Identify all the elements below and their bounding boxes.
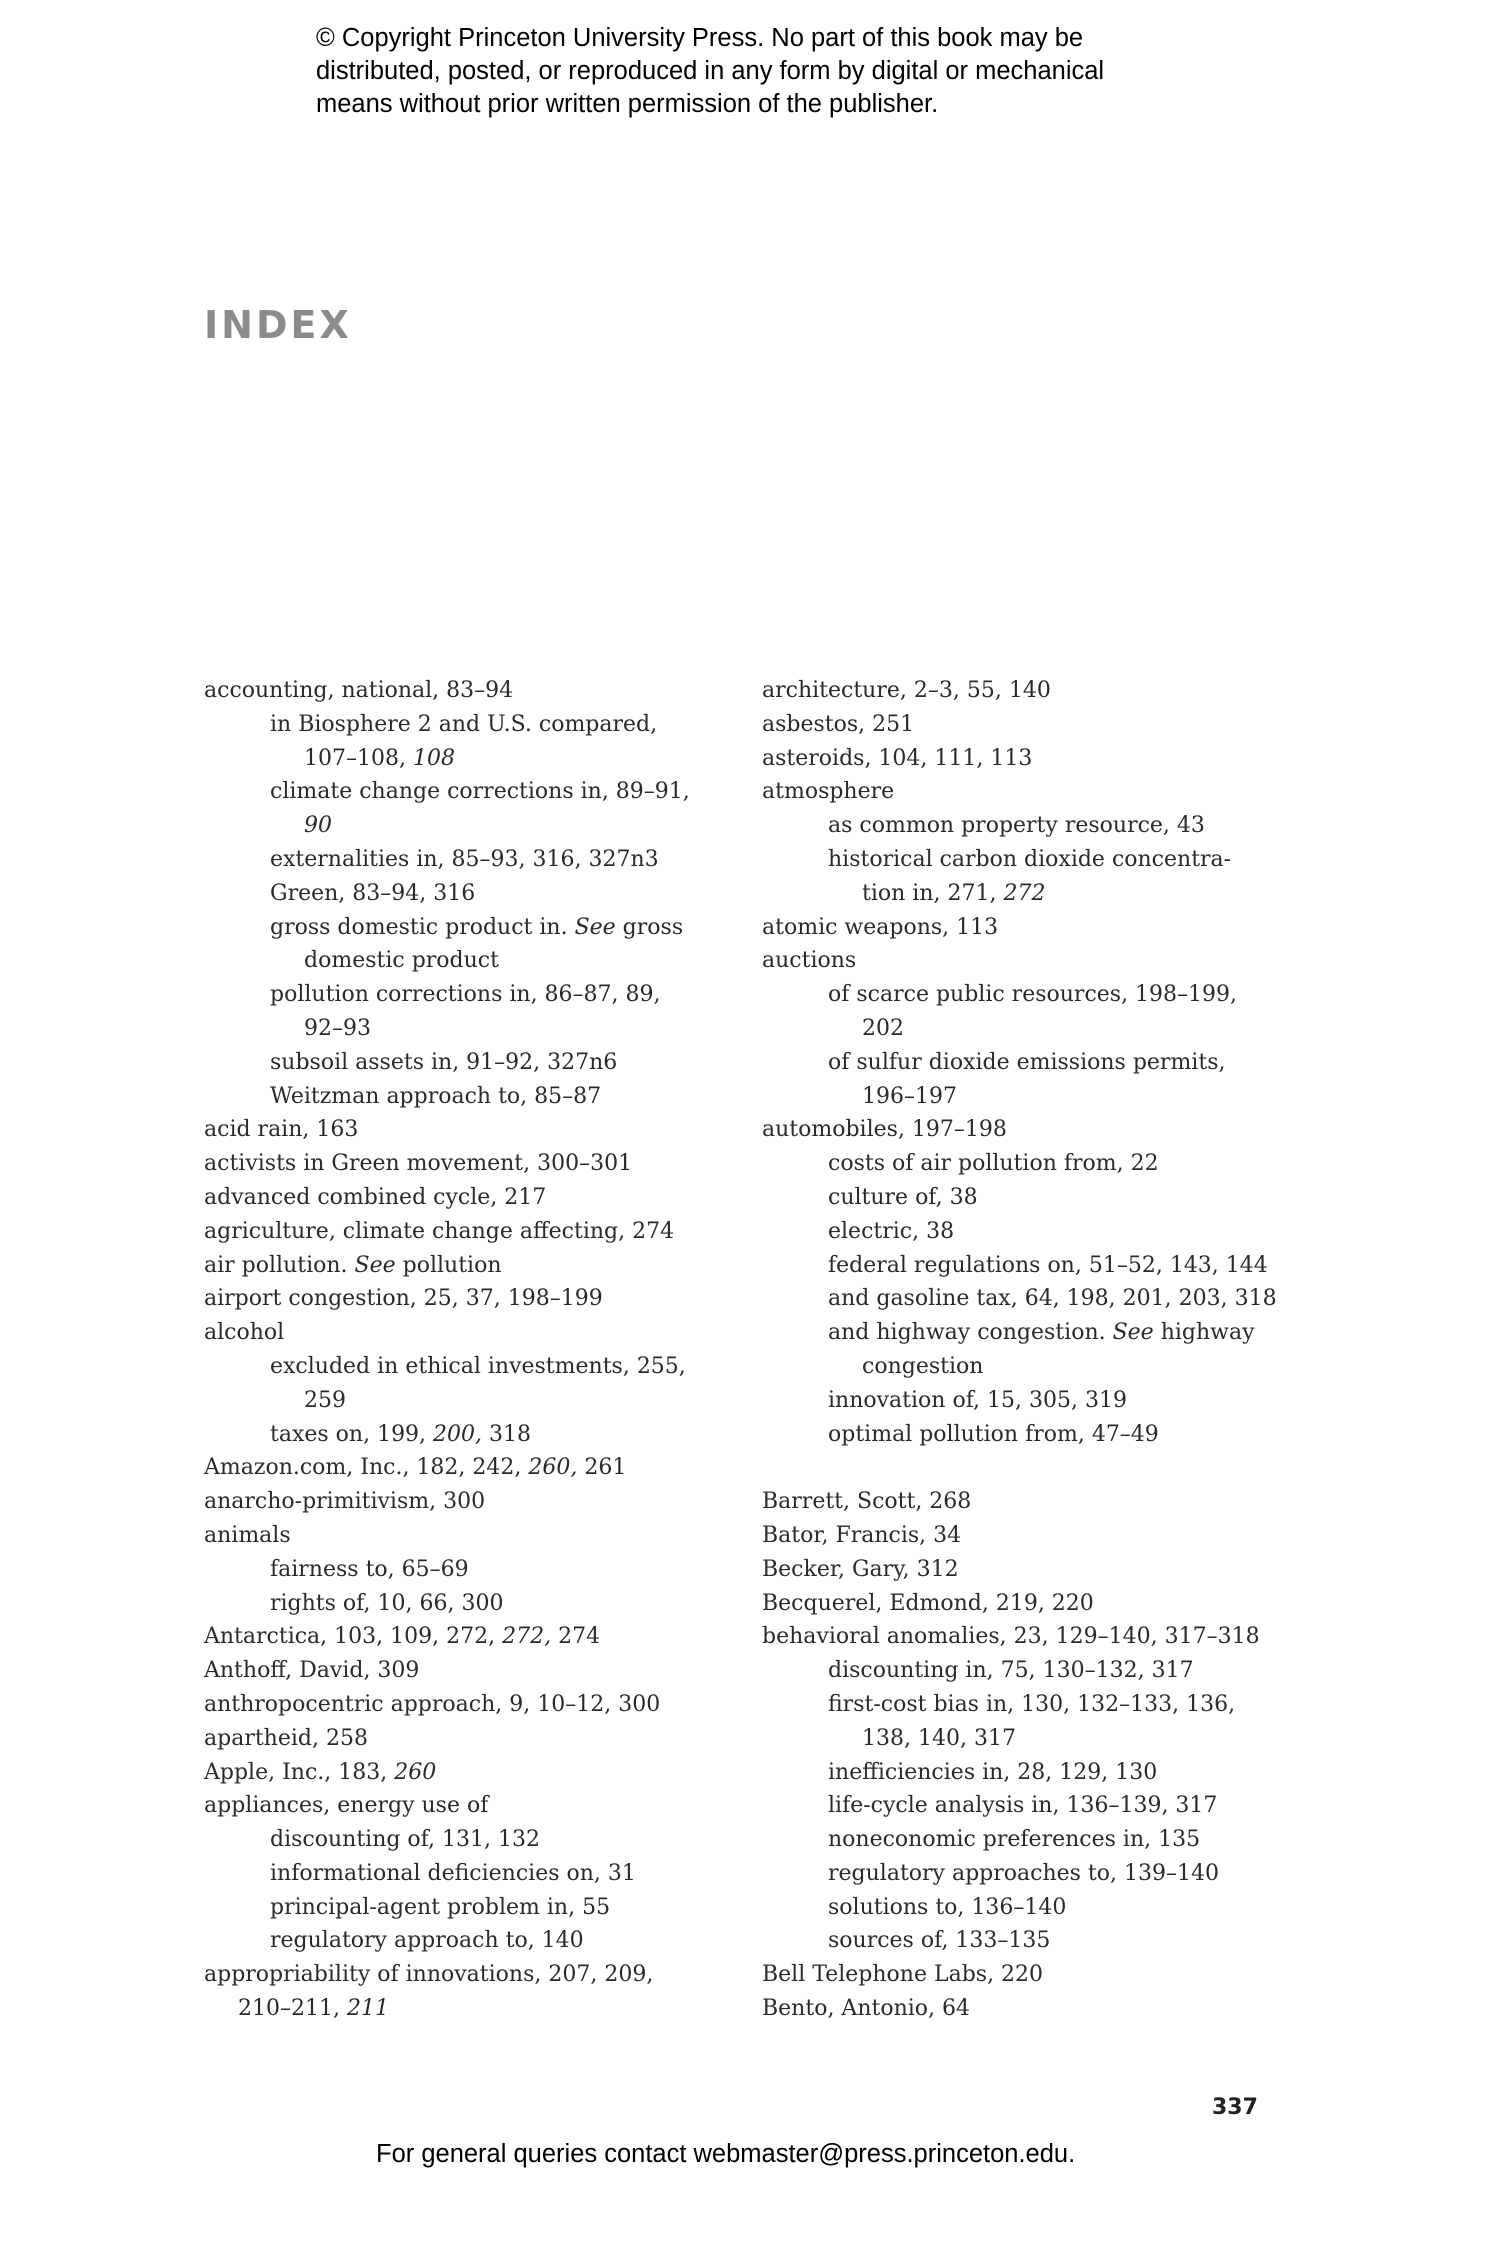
index-subentry: [762, 1924, 1302, 1958]
index-subentry: [204, 1350, 724, 1384]
entry-text: alcohol: [204, 1320, 285, 1346]
index-subentry: [762, 1282, 1302, 1316]
index-subentry: [762, 1891, 1302, 1925]
index-subentry: [204, 1924, 724, 1958]
entry-text: activists in Green movement, 300–301: [204, 1151, 633, 1177]
entry-text: externalities in, 85–93, 316, 327n3: [270, 846, 659, 872]
entry-text: fairness to, 65–69: [270, 1556, 469, 1582]
index-subentry: [762, 1857, 1302, 1891]
entry-text: Barrett, Scott, 268: [762, 1489, 972, 1515]
index-subentry: [204, 978, 724, 1012]
index-subentry: [762, 1654, 1302, 1688]
index-entry: [204, 1958, 724, 1992]
index-subentry: [762, 1756, 1302, 1790]
index-entry: [762, 1113, 1302, 1147]
entry-text: asbestos, 251: [762, 711, 915, 737]
entry-text: atomic weapons, 113: [762, 914, 999, 940]
entry-text: Anthoff, David, 309: [204, 1658, 420, 1684]
index-subentry: [762, 1688, 1302, 1722]
entry-text: appropriability of innovations, 207, 209,: [204, 1962, 654, 1988]
entry-text: 261: [577, 1455, 627, 1481]
index-entry: [762, 775, 1302, 809]
entry-text: solutions to, 136–140: [828, 1894, 1067, 1920]
entry-text: regulatory approaches to, 139–140: [828, 1860, 1219, 1886]
entry-text: 318: [482, 1421, 532, 1447]
index-entry: [762, 1519, 1302, 1553]
copyright-line: distributed, posted, or reproduced in any form by digital or mechanical: [316, 57, 1105, 85]
entry-text: appliances, energy use of: [204, 1793, 489, 1819]
page-number: 337: [1212, 2095, 1258, 2120]
entry-text: acid rain, 163: [204, 1117, 359, 1143]
entry-text: Amazon.com, Inc., 182, 242,: [204, 1455, 529, 1481]
italic-text: 90: [304, 813, 332, 839]
italic-text: 272,: [502, 1624, 552, 1650]
index-entry: [762, 944, 1302, 978]
index-entry: [204, 1181, 724, 1215]
index-subentry-continuation: [762, 1012, 1302, 1046]
index-subentry: [204, 1046, 724, 1080]
index-subentry: [204, 1553, 724, 1587]
italic-text: 272: [1003, 880, 1046, 906]
entry-text: discounting of, 131, 132: [270, 1827, 540, 1853]
entry-text: highway: [1153, 1320, 1255, 1346]
entry-text: pollution: [395, 1252, 502, 1278]
entry-text: 196–197: [862, 1083, 957, 1109]
index-subentry: [204, 1823, 724, 1857]
index-subentry: [204, 708, 724, 742]
index-subentry: [204, 1080, 724, 1114]
index-subentry: [762, 809, 1302, 843]
italic-text: 260: [394, 1759, 437, 1785]
entry-text: taxes on, 199,: [270, 1421, 434, 1447]
index-subentry-continuation: [204, 742, 724, 776]
index-subentry-continuation: [204, 944, 724, 978]
index-entry: [204, 1215, 724, 1249]
index-entry: [204, 1451, 724, 1485]
index-subentry-continuation: [762, 877, 1302, 911]
index-subentry: [762, 1789, 1302, 1823]
entry-text: Antarctica, 103, 109, 272,: [204, 1624, 503, 1650]
entry-text: and highway congestion.: [828, 1320, 1113, 1346]
index-entry: [762, 1958, 1302, 1992]
entry-text: Bell Telephone Labs, 220: [762, 1962, 1044, 1988]
index-entry: [204, 1249, 724, 1283]
index-subentry: [204, 1587, 724, 1621]
index-subentry: [762, 978, 1302, 1012]
entry-text: excluded in ethical investments, 255,: [270, 1353, 686, 1379]
index-entry: [204, 1282, 724, 1316]
index-subentry: [204, 1418, 724, 1452]
index-entry: [204, 1654, 724, 1688]
entry-text: costs of air pollution from, 22: [828, 1151, 1159, 1177]
entry-text: rights of, 10, 66, 300: [270, 1590, 504, 1616]
entry-text: behavioral anomalies, 23, 129–140, 317–318: [762, 1624, 1260, 1650]
entry-text: of sulfur dioxide emissions permits,: [828, 1049, 1226, 1075]
entry-text: Apple, Inc., 183,: [204, 1759, 395, 1785]
index-subentry: [204, 843, 724, 877]
entry-text: discounting in, 75, 130–132, 317: [828, 1658, 1194, 1684]
index-entry: [762, 1620, 1302, 1654]
entry-text: life-cycle analysis in, 136–139, 317: [828, 1793, 1218, 1819]
entry-text: principal-agent problem in, 55: [270, 1894, 611, 1920]
index-entry: [204, 1756, 724, 1790]
index-subentry: [762, 1418, 1302, 1452]
entry-text: apartheid, 258: [204, 1725, 368, 1751]
page-title: INDEX: [204, 303, 352, 347]
entry-text: electric, 38: [828, 1218, 955, 1244]
index-entry: [204, 1147, 724, 1181]
index-entry: [762, 674, 1302, 708]
italic-text: 211: [346, 1996, 389, 2022]
italic-text: 200,: [433, 1421, 483, 1447]
entry-text: historical carbon dioxide concentra-: [828, 846, 1232, 872]
entry-text: innovation of, 15, 305, 319: [828, 1387, 1127, 1413]
copyright-line: means without prior written permission of the publisher.: [316, 90, 939, 118]
index-subentry: [762, 1384, 1302, 1418]
italic-text: 260,: [528, 1455, 578, 1481]
index-subentry: [762, 1181, 1302, 1215]
entry-text: in Biosphere 2 and U.S. compared,: [270, 711, 658, 737]
entry-text: subsoil assets in, 91–92, 327n6: [270, 1049, 618, 1075]
index-entry: [762, 1553, 1302, 1587]
index-subentry-continuation: [762, 1722, 1302, 1756]
index-entry: [204, 1316, 724, 1350]
index-subentry: [204, 911, 724, 945]
entry-text: 92–93: [304, 1015, 371, 1041]
entry-text: Bator, Francis, 34: [762, 1522, 962, 1548]
index-entry: [762, 708, 1302, 742]
entry-text: 210–211,: [238, 1996, 347, 2022]
index-subentry: [204, 1857, 724, 1891]
footer-contact: For general queries contact webmaster@press.princeton.edu.: [376, 2140, 1076, 2168]
index-column-right: [762, 674, 1302, 2026]
entry-text: noneconomic preferences in, 135: [828, 1827, 1201, 1853]
index-entry: [204, 1519, 724, 1553]
copyright-line: © Copyright Princeton University Press. No part of this book may be: [316, 24, 1084, 52]
index-subentry: [762, 1046, 1302, 1080]
copyright-notice: [316, 22, 1216, 121]
entry-text: of scarce public resources, 198–199,: [828, 982, 1238, 1008]
entry-text: agriculture, climate change affecting, 274: [204, 1218, 675, 1244]
italic-text: See: [354, 1252, 396, 1278]
entry-text: Green, 83–94, 316: [270, 880, 476, 906]
entry-text: atmosphere: [762, 779, 895, 805]
index-entry: [204, 674, 724, 708]
index-entry: [204, 1789, 724, 1823]
entry-text: culture of, 38: [828, 1184, 978, 1210]
index-subentry-continuation: [204, 809, 724, 843]
index-subentry: [762, 1823, 1302, 1857]
entry-text: Becker, Gary, 312: [762, 1556, 959, 1582]
entry-text: first-cost bias in, 130, 132–133, 136,: [828, 1691, 1236, 1717]
entry-text: animals: [204, 1522, 291, 1548]
index-subentry-continuation: [762, 1350, 1302, 1384]
italic-text: See: [1112, 1320, 1154, 1346]
index-subentry: [762, 1215, 1302, 1249]
index-subentry-continuation: [204, 1012, 724, 1046]
index-subentry: [762, 843, 1302, 877]
entry-text: federal regulations on, 51–52, 143, 144: [828, 1252, 1268, 1278]
italic-text: 108: [412, 745, 455, 771]
entry-text: as common property resource, 43: [828, 813, 1205, 839]
entry-text: 138, 140, 317: [862, 1725, 1016, 1751]
index-entry-continuation: [204, 1992, 724, 2026]
entry-text: 259: [304, 1387, 346, 1413]
entry-text: advanced combined cycle, 217: [204, 1184, 547, 1210]
entry-text: optimal pollution from, 47–49: [828, 1421, 1159, 1447]
index-entry: [204, 1485, 724, 1519]
index-entry: [762, 1485, 1302, 1519]
entry-text: air pollution.: [204, 1252, 355, 1278]
index-subentry: [204, 1891, 724, 1925]
entry-text: climate change corrections in, 89–91,: [270, 779, 690, 805]
index-subentry-continuation: [762, 1080, 1302, 1114]
index-subentry: [762, 1249, 1302, 1283]
index-spacer: [762, 1451, 1302, 1485]
entry-text: and gasoline tax, 64, 198, 201, 203, 318: [828, 1286, 1277, 1312]
index-subentry: [204, 877, 724, 911]
entry-text: pollution corrections in, 86–87, 89,: [270, 982, 661, 1008]
entry-text: regulatory approach to, 140: [270, 1928, 584, 1954]
entry-text: gross domestic product in.: [270, 914, 575, 940]
index-entry: [204, 1688, 724, 1722]
entry-text: 107–108,: [304, 745, 413, 771]
index-entry: [762, 1587, 1302, 1621]
entry-text: Becquerel, Edmond, 219, 220: [762, 1590, 1094, 1616]
entry-text: automobiles, 197–198: [762, 1117, 1007, 1143]
entry-text: architecture, 2–3, 55, 140: [762, 678, 1051, 703]
index-entry: [762, 1992, 1302, 2026]
index-entry: [762, 911, 1302, 945]
index-entry: [204, 1113, 724, 1147]
entry-text: accounting, national, 83–94: [204, 678, 514, 703]
italic-text: See: [574, 914, 616, 940]
index-subentry: [762, 1316, 1302, 1350]
index-subentry: [762, 1147, 1302, 1181]
entry-text: anarcho-primitivism, 300: [204, 1489, 486, 1515]
entry-text: airport congestion, 25, 37, 198–199: [204, 1286, 603, 1312]
entry-text: sources of, 133–135: [828, 1928, 1051, 1954]
index-subentry: [204, 775, 724, 809]
entry-text: 202: [862, 1015, 904, 1041]
entry-text: inefficiencies in, 28, 129, 130: [828, 1759, 1158, 1785]
entry-text: congestion: [862, 1353, 984, 1379]
entry-text: informational deficiencies on, 31: [270, 1860, 636, 1886]
entry-text: 274: [551, 1624, 601, 1650]
entry-text: asteroids, 104, 111, 113: [762, 745, 1033, 771]
entry-text: anthropocentric approach, 9, 10–12, 300: [204, 1691, 661, 1717]
index-subentry-continuation: [204, 1384, 724, 1418]
entry-text: gross: [615, 914, 684, 940]
entry-text: auctions: [762, 948, 857, 974]
entry-text: Bento, Antonio, 64: [762, 1996, 971, 2022]
entry-text: domestic product: [304, 948, 499, 974]
index-column-left: [204, 674, 724, 2026]
index-entry: [762, 742, 1302, 776]
entry-text: tion in, 271,: [862, 880, 1004, 906]
entry-text: Weitzman approach to, 85–87: [270, 1083, 602, 1109]
index-entry: [204, 1620, 724, 1654]
index-entry: [204, 1722, 724, 1756]
